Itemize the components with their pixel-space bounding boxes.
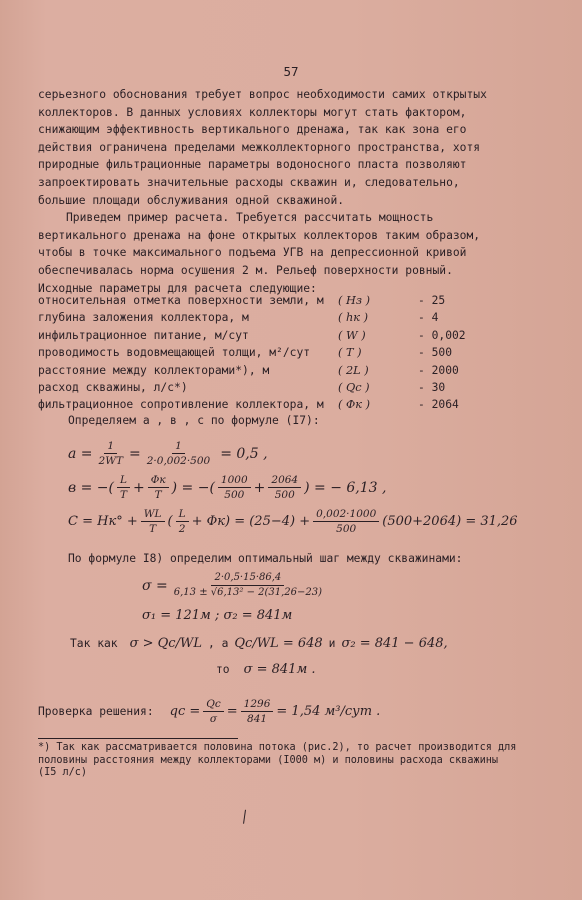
formula-b-mid: ) = −( (171, 479, 215, 496)
formula-b-result: ) = − 6,13 , (304, 479, 387, 496)
parameter-name: глубина заложения коллектора, м (38, 311, 249, 325)
conclusion-line (216, 662, 316, 677)
parameter-row (38, 362, 498, 379)
paragraph-2: Приведем пример расчета. Требуется рассчитать мощность вертикального дренажа на фоне открытых коллекторов таким образом, чтобы в точке максимального подъема УГВ на депрессионной кривой обеспечивалась норма осушения 2 м. Рельеф поверхности ровный. Исходные параметры для расчета следующие: (38, 211, 481, 295)
formula-c (68, 508, 518, 535)
parameter-row (38, 292, 498, 309)
formula-b-frac1: $\frac{L}{T}$ (117, 474, 130, 501)
parameter-row (38, 396, 498, 413)
parameter-name: относительная отметка поверхности земли, м (38, 294, 324, 307)
parameter-row (38, 327, 498, 344)
formula-c-frac3: $\frac{0,002\cdot 1000}{500}$ (313, 508, 379, 535)
formula-a-result: = 0,5 , (220, 445, 268, 462)
parameter-value: - 0,002 (418, 328, 466, 342)
check-result: = 1,54 м³/сут . (276, 704, 381, 719)
parameter-name: расход скважины, л/с*) (38, 381, 188, 395)
formula-b-lhs: в = −( (68, 479, 114, 496)
parameter-name: фильтрационное сопротивление коллектора, м (38, 398, 324, 412)
conclusion-expr: σ = 841м . (243, 662, 316, 677)
conclusion-prefix: то (216, 663, 230, 676)
parameter-symbol: ( 2L ) (338, 363, 369, 377)
condition-and: и (328, 637, 336, 650)
formula-c-rest: + Φк) = (25−4) + (191, 514, 311, 529)
check-frac1: $\frac{Qc}{\sigma}$ (203, 698, 224, 725)
check-line (38, 698, 380, 725)
formula-sigma-frac: $\frac{2\cdot 0,5\cdot 15\cdot 86,4}{\text{6,13 ± √6,13² − 2(31,26−23)}}$ (173, 572, 323, 598)
parameter-name: проводимость водовмещающей толщи, м²/сут (38, 346, 311, 360)
pencil-mark (243, 810, 250, 825)
parameter-value: - 4 (418, 311, 439, 325)
formula-a-lhs: a = (68, 445, 93, 462)
parameter-symbol: ( Φк ) (338, 398, 371, 412)
formula-a-frac2: $\frac{1}{2\cdot 0,002\cdot 500}$ (146, 440, 211, 467)
parameter-value: - 25 (418, 294, 446, 307)
parameter-value: - 500 (418, 346, 453, 360)
formula-b (68, 474, 386, 501)
formula-b-frac4: $\frac{2064}{500}$ (268, 474, 301, 501)
formula-b-plus: + (133, 479, 145, 496)
footnote-rule (38, 738, 238, 739)
parameter-value: - 2000 (418, 363, 459, 377)
parameter-value: - 30 (418, 381, 446, 395)
condition-mid: , а (207, 637, 229, 650)
condition-expr1: σ > Qc/WL (129, 636, 202, 651)
formula-a (68, 440, 268, 467)
formula-c-result: (500+2064) = 31,26 (382, 514, 518, 529)
formula-a-eq: = (129, 445, 141, 462)
parameter-row (38, 379, 498, 396)
determine-line: Определяем a , в , c по формуле (I7): (68, 414, 320, 427)
check-label: Проверка решения: (38, 705, 154, 718)
step-line: По формуле I8) определим оптимальный шаг между скважинами: (68, 552, 463, 565)
formula-roots: σ₁ = 121м ; σ₂ = 841м (142, 608, 293, 623)
parameter-value: - 2064 (418, 398, 459, 412)
check-eq: = (226, 704, 238, 719)
parameter-name: инфильтрационное питание, м/сут (38, 328, 249, 342)
formula-b-plus2: + (253, 479, 266, 496)
check-lhs: qс = (169, 704, 201, 719)
parameter-table (38, 292, 498, 414)
formula-c-frac1: $\frac{WL}{T}$ (141, 508, 165, 535)
formula-a-frac1: $\frac{1}{2WT}$ (98, 440, 124, 467)
formula-b-frac3: $\frac{1000}{500}$ (218, 474, 251, 501)
condition-expr2: Qc/WL = 648 (234, 636, 323, 651)
parameter-row (38, 344, 498, 361)
condition-expr3: σ₂ = 841 − 648, (341, 636, 448, 651)
parameter-symbol: ( W ) (338, 328, 366, 342)
formula-c-frac2: $\frac{L}{2}$ (176, 508, 189, 535)
formula-c-lhs: C = Hк° + (68, 514, 138, 529)
parameter-symbol: ( hк ) (338, 311, 369, 325)
footnote: *) Так как рассматривается половина потока (рис.2), то расчет производится для половины расстояния между коллекторами (I000 м) и половины расхода скважины (I5 л/с) (38, 742, 517, 779)
formula-c-paren: ( (167, 514, 173, 529)
parameter-row (38, 309, 498, 326)
parameter-symbol: ( Qc ) (338, 381, 370, 395)
page-number: 57 (283, 64, 299, 79)
condition-prefix: Так как (70, 637, 118, 650)
check-frac2: $\frac{1296}{841}$ (241, 698, 274, 725)
parameter-symbol: ( T ) (338, 346, 362, 360)
body-text (38, 86, 512, 297)
parameter-name: расстояние между коллекторами*), м (38, 363, 270, 377)
paragraph-1: серьезного обоснования требует вопрос необходимости самих открытых коллекторов. В данных условиях коллекторы могут стать фактором, снижающим эффективность вертикального дренажа, так как зона его действия ограничена пределами межколлекторного пространства, хотя природные фильтрационные параметры водоносного пласта позволяют запроектировать значительные расходы скважин и, следовательно, большие площади обслуживания одной скважиной. (38, 88, 487, 207)
parameter-symbol: ( Hз ) (338, 294, 371, 307)
formula-sigma (142, 572, 328, 599)
formula-b-frac2: $\frac{\Phi к}{T}$ (148, 474, 169, 501)
condition-line (70, 636, 448, 651)
formula-sigma-lhs: σ = (142, 577, 168, 594)
